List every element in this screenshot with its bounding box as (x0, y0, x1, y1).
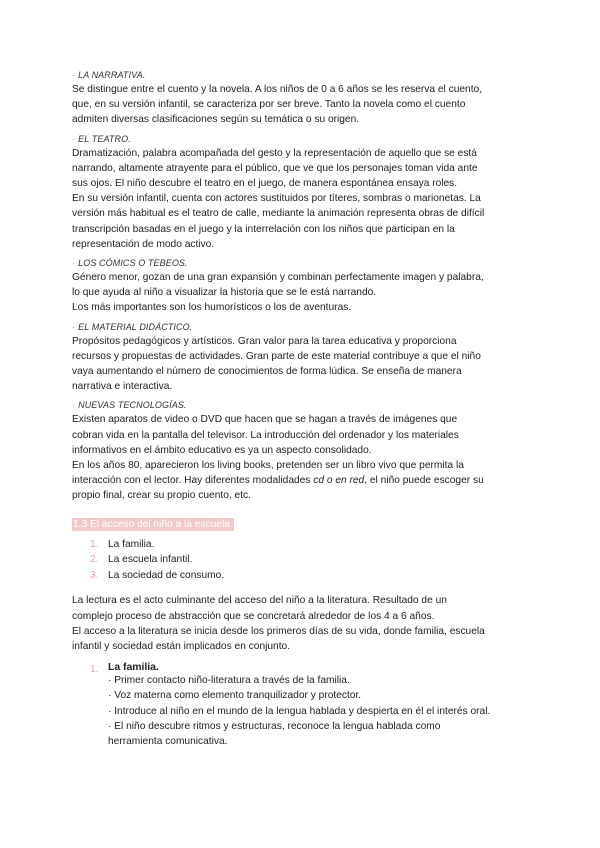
bullet-line: · Voz materna como elemento tranquilizador y protector. (108, 690, 362, 702)
section-title-text: LOS CÓMICS O TEBEOS. (78, 258, 188, 269)
list-item-text: La escuela infantil. (108, 554, 193, 566)
line-tail: , el niño puede escoger su (364, 475, 484, 487)
bullet-line: herramienta comunicativa. (108, 736, 228, 748)
section-nuevas-tecnologias (72, 400, 532, 503)
paragraph-line: infantil y sociedad están implicados en conjunto. (72, 641, 291, 653)
list-item (72, 568, 532, 584)
paragraph-line: lo que ayuda al niño a visualizar la historia que se le está narrando. (72, 287, 377, 299)
section-narrativa (72, 70, 532, 128)
paragraph-line: cobran vida en la pantalla del televisor. La introducción del ordenador y los materiales (72, 429, 459, 441)
subsection-title: La familia. (108, 662, 159, 674)
bullet-line: · Introduce al niño en el mundo de la lengua hablada y despierta en él el interés oral. (108, 705, 491, 717)
section-lectura (72, 593, 532, 654)
section-title-text: LA NARRATIVA. (78, 70, 146, 80)
paragraph-line: propio final, crear su propio cuento, etc. (72, 490, 251, 502)
bullet-icon: · (72, 321, 76, 332)
section-teatro (72, 134, 532, 252)
list-number: 2. (90, 554, 99, 566)
paragraph-line: que, en su versión infantil, se caracteriza por ser breve. Tanto la novela como el cuento (72, 99, 466, 111)
list-item-text: La sociedad de consumo. (108, 569, 225, 581)
section-title (72, 400, 532, 410)
list-item (72, 537, 532, 553)
bullet-icon: · (72, 258, 76, 269)
section-title (72, 70, 532, 80)
paragraph-line: informativos en el ámbito educativo es ya un aspecto consolidado. (72, 444, 372, 456)
paragraph-line: vaya aumentando el número de conocimientos de forma lúdica. Se enseña de manera (72, 366, 462, 378)
paragraph-line: narrando, altamente atrayente para el público, que ve que los personajes toman vida ante (72, 162, 478, 174)
section-comics (72, 258, 532, 316)
heading-row (72, 510, 532, 537)
paragraph-line: El acceso a la literatura se inicia desde los primeros días de su vida, donde familia, escuela (72, 625, 485, 637)
paragraph-line: Se distingue entre el cuento y la novela. A los niños de 0 a 6 años se les reserva el cuento, (72, 84, 483, 95)
paragraph-line: En su versión infantil, cuenta con actores sustituidos por títeres, sombras o marionetas. La (72, 193, 481, 205)
paragraph-line: admiten diversas clasificaciones según su temática o su origen. (72, 114, 360, 126)
paragraph-line: Existen aparatos de video o DVD que hacen que se hagan a través de imágenes que (72, 414, 458, 426)
section-material (72, 322, 532, 395)
paragraph-line: transcripción basadas en el juego y la interrelación con los niños que participan en la (72, 223, 455, 235)
line-start: interacción con el lector. Hay diferentes modalidades (72, 475, 314, 487)
paragraph-line: versión más habitual es el teatro de calle, mediante la animación representa obras de difícil (72, 208, 485, 220)
paragraph-line: sus ojos. El niño descubre el teatro en el juego, de manera espontánea ensaya roles. (72, 178, 458, 190)
section-title (72, 134, 532, 144)
section-heading: 1.3 El acceso del niño a la escuela (72, 518, 234, 531)
paragraph-line: representación de modo activo. (72, 238, 215, 250)
bullet-icon: · (72, 400, 76, 411)
section-title-text: EL MATERIAL DIDÁCTICO. (78, 321, 193, 332)
italic-phrase: cd o en red (313, 475, 365, 487)
section-title (72, 258, 532, 268)
section-title (72, 322, 532, 332)
access-list (72, 537, 532, 584)
paragraph-line: La lectura es el acto culminante del acceso del niño a la literatura. Resultado de un (72, 595, 447, 607)
list-number: 1. (90, 664, 99, 676)
bullet-icon: · (72, 133, 76, 144)
section-title-text: NUEVAS TECNOLOGÍAS. (78, 400, 187, 411)
bullet-line: · El niño descubre ritmos y estructuras, reconoce la lengua hablada como (108, 720, 441, 732)
list-item-text: La familia. (108, 538, 155, 550)
bullet-line: · Primer contacto niño-literatura a través de la familia. (108, 675, 350, 687)
list-number: 3. (90, 569, 99, 581)
paragraph-line (72, 473, 532, 488)
bullet-icon: · (72, 70, 76, 80)
paragraph-line: narrativa e interactiva. (72, 381, 173, 393)
document-page (72, 70, 532, 749)
paragraph-line: En los años 80, aparecieron los living books, pretenden ser un libro vivo que permita la (72, 460, 464, 472)
paragraph-line: Dramatización, palabra acompañada del gesto y la representación de aquello que se está (72, 147, 477, 159)
list-number: 1. (90, 538, 99, 550)
paragraph-line: complejo proceso de abstracción que se concretará alrededor de los 4 a 6 años. (72, 610, 435, 622)
section-title-text: EL TEATRO. (78, 133, 131, 144)
paragraph-line: Los más importantes son los humorísticos o los de aventuras. (72, 302, 352, 314)
paragraph-line: Género menor, gozan de una gran expansión y combinan perfectamente imagen y palabra, (72, 272, 484, 284)
paragraph-line: Propósitos pedagógicos y artísticos. Gran valor para la tarea educativa y proporciona (72, 335, 457, 347)
paragraph-line: recursos y propuestas de actividades. Gran parte de este material contribuye a que el niño (72, 350, 481, 362)
list-item (72, 552, 532, 568)
familia-subsection (72, 662, 532, 749)
